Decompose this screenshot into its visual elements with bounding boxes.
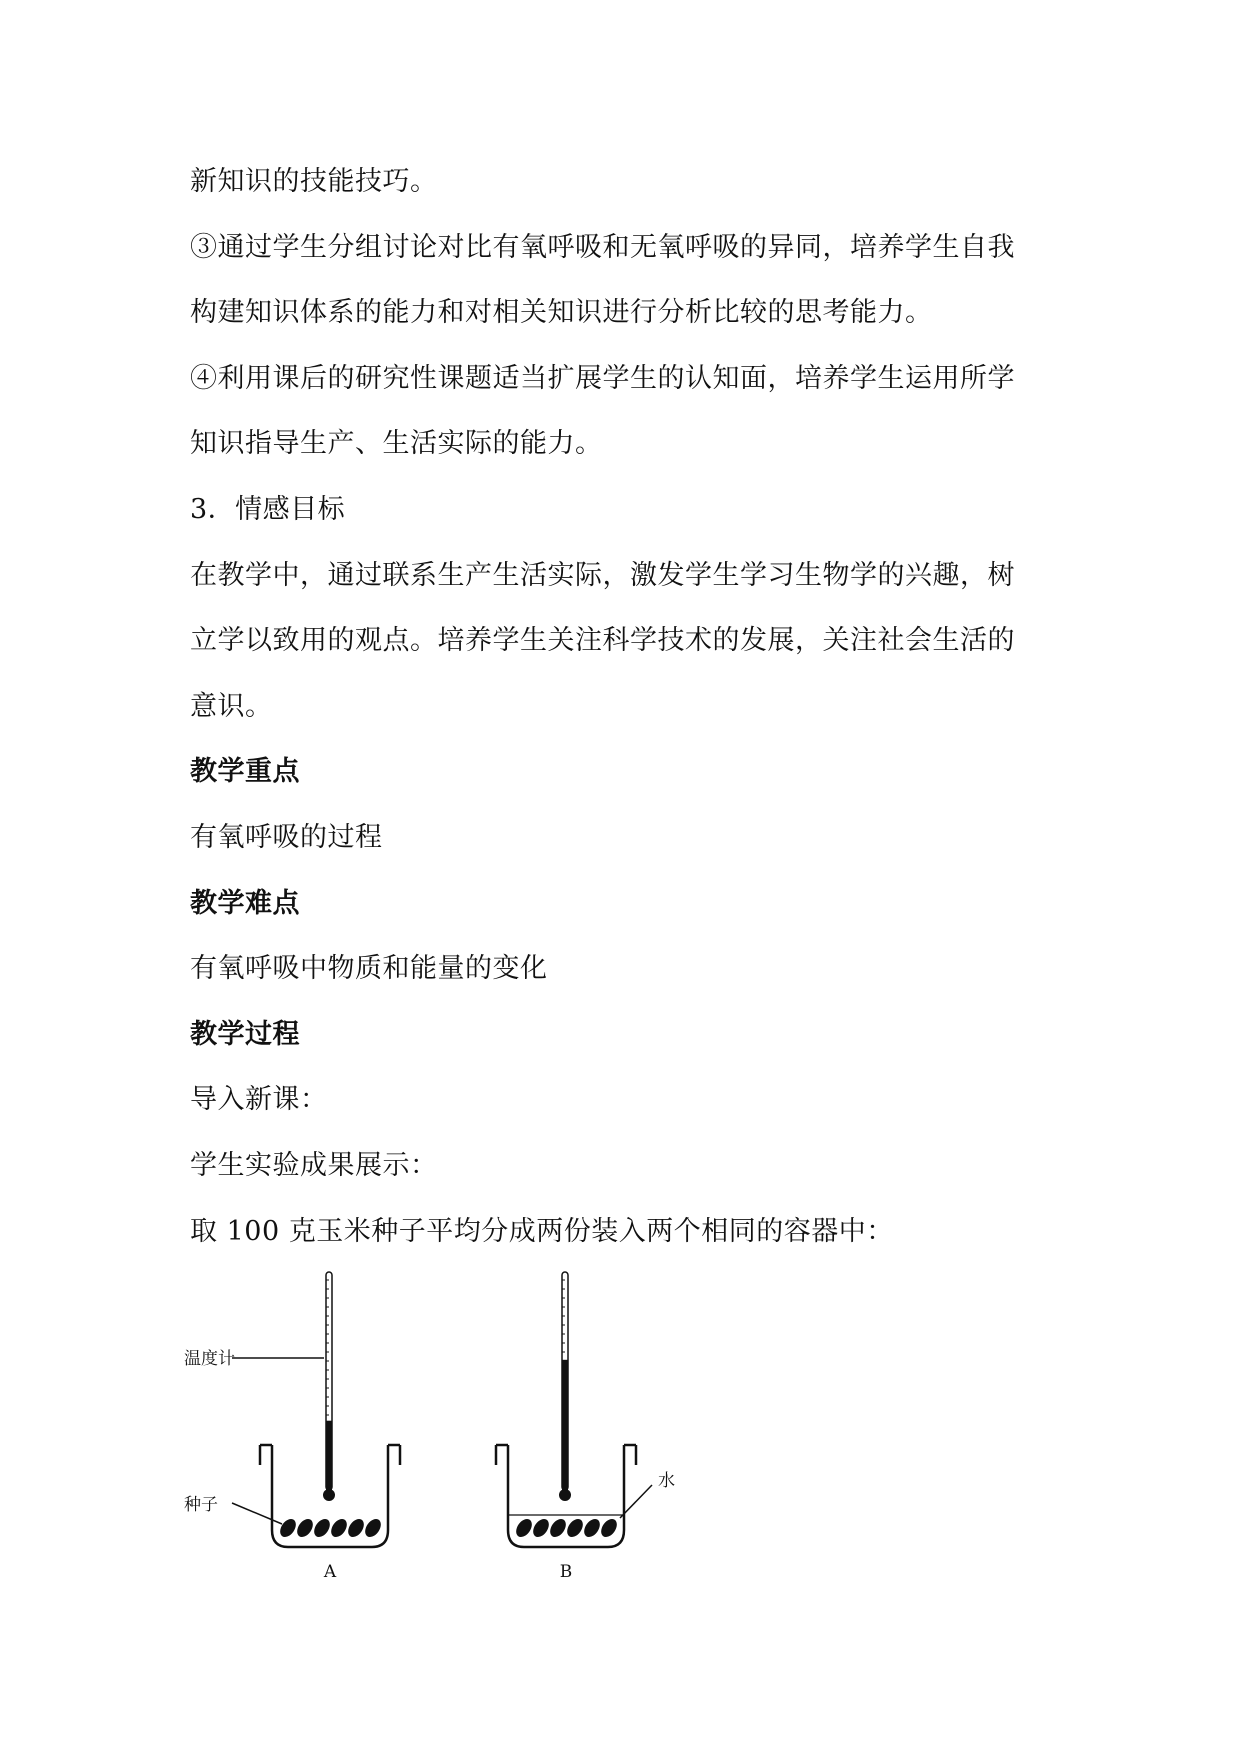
seed [311,1516,333,1540]
text-line-2: ③通过学生分组讨论对比有氧呼吸和无氧呼吸的异同，培养学生自我 [190,232,1015,263]
seed-label: 种子 [184,1495,218,1515]
seed [362,1516,384,1540]
showcase-text: 学生实验成果展示： [190,1150,438,1181]
experiment-text: 取 100 克玉米种子平均分成两份装入两个相同的容器中： [190,1216,894,1247]
seed [598,1516,620,1540]
container-a-label: A [323,1562,337,1582]
thermometer-a [323,1272,335,1501]
container-b [496,1272,675,1582]
focus-heading: 教学重点 [190,756,300,787]
text-line-6: 3．情感目标 [190,494,346,525]
thermometer-a-mercury [326,1421,332,1490]
process-heading: 教学过程 [190,1019,300,1050]
experiment-figure [184,1260,750,1590]
text-line-7: 在教学中，通过联系生产生活实际，激发学生学习生物学的兴趣，树 [190,560,1015,591]
text-line-1: 新知识的技能技巧。 [190,166,438,197]
difficulty-heading: 教学难点 [190,888,300,919]
focus-text: 有氧呼吸的过程 [190,822,383,853]
text-line-4: ④利用课后的研究性课题适当扩展学生的认知面，培养学生运用所学 [190,363,1015,394]
container-a [184,1272,400,1582]
seed [294,1516,316,1540]
seed-pointer-line [232,1503,282,1524]
thermometer-b-bulb [559,1489,571,1501]
thermometer-a-bulb [323,1489,335,1501]
intro-text: 导入新课： [190,1084,328,1115]
thermometer-b [559,1272,571,1501]
water-label: 水 [658,1471,675,1491]
seed [564,1516,586,1540]
seed [530,1516,552,1540]
text-line-9: 意识。 [190,691,273,722]
seed [328,1516,350,1540]
seeds-a [277,1516,384,1540]
seed [547,1516,569,1540]
thermometer-label: 温度计 [184,1349,235,1369]
seed [277,1516,299,1540]
text-line-5: 知识指导生产、生活实际的能力。 [190,428,603,459]
seed [345,1516,367,1540]
text-line-3: 构建知识体系的能力和对相关知识进行分析比较的思考能力。 [190,297,933,328]
seed [513,1516,535,1540]
seed [581,1516,603,1540]
difficulty-text: 有氧呼吸中物质和能量的变化 [190,953,548,984]
text-line-8: 立学以致用的观点。培养学生关注科学技术的发展，关注社会生活的 [190,625,1015,656]
container-b-label: B [559,1562,573,1582]
seeds-b [513,1516,620,1540]
